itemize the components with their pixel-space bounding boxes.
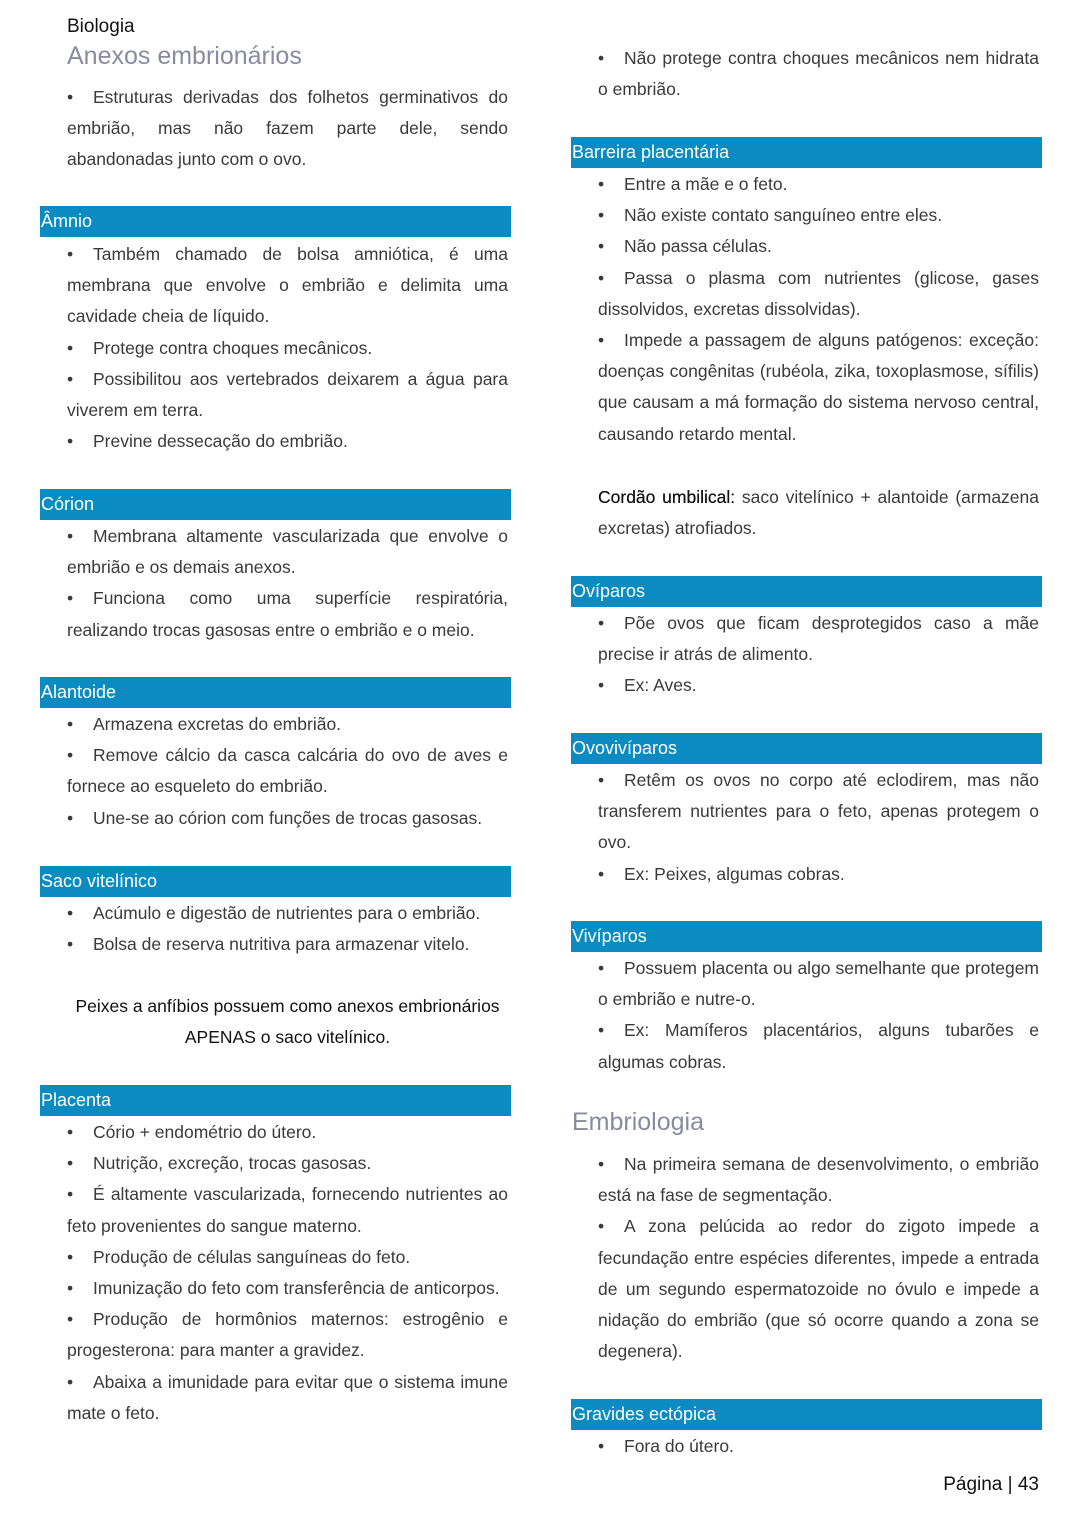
list-item: • Remove cálcio da casca calcária do ovo de aves e fornece ao esqueleto do embrião.	[67, 745, 508, 797]
list-item: • Produção de hormônios maternos: estrogênio e progesterona: para manter a gravidez.	[67, 1309, 508, 1361]
list-item: • Possuem placenta ou algo semelhante que protegem o embrião e nutre-o.	[598, 958, 1039, 1010]
list-item: • Não protege contra choques mecânicos nem hidrata o embrião.	[598, 48, 1039, 100]
list-item: • Não existe contato sanguíneo entre eles.	[598, 205, 943, 226]
list-item: • Ex: Peixes, algumas cobras.	[598, 863, 845, 884]
saco-vitelinico-list	[67, 898, 508, 960]
list-item: • Também chamado de bolsa amniótica, é uma membrana que envolve o embrião e delimita uma cavidade cheia de líquido.	[67, 244, 508, 327]
cordao-umbilical: Cordão umbilical: saco vitelínico + alantoide (armazena excretas) atrofiados.	[598, 487, 1039, 539]
subject-header: Biologia	[67, 16, 135, 37]
list-item: • Membrana altamente vascularizada que envolve o embrião e os demais anexos.	[67, 526, 508, 578]
corion-list	[67, 521, 508, 646]
list-item: • Armazena excretas do embrião.	[67, 714, 342, 734]
right-column	[571, 0, 1042, 1527]
list-item: • Une-se ao córion com funções de trocas gasosas.	[67, 807, 483, 828]
heading-viviparos: Vivíparos	[571, 921, 1042, 952]
list-item: • Protege contra choques mecânicos.	[67, 337, 373, 358]
embriologia-list	[598, 1149, 1039, 1367]
viviparos-list	[598, 953, 1039, 1078]
list-item: • Ex: Mamíferos placentários, alguns tubarões e algumas cobras.	[598, 1020, 1039, 1072]
cordao-label: Cordão umbilical:	[598, 487, 736, 507]
list-item: • Fora do útero.	[598, 1436, 734, 1456]
list-item: • Possibilitou aos vertebrados deixarem a água para viverem em terra.	[67, 368, 508, 421]
list-item: • Não passa células.	[598, 236, 772, 257]
heading-corion: Córion	[40, 489, 511, 520]
list-item: • Passa o plasma com nutrientes (glicose, gases dissolvidos, excretas dissolvidas).	[598, 267, 1039, 319]
intro-list	[67, 82, 508, 176]
heading-alantoide: Alantoide	[40, 677, 511, 708]
gravidez-list	[598, 1431, 1039, 1462]
ovoviviparos-list	[598, 765, 1039, 890]
heading-oviparos: Ovíparos	[571, 576, 1042, 607]
list-item: • Bolsa de reserva nutritiva para armazenar vitelo.	[67, 934, 470, 955]
list-item: • Estruturas derivadas dos folhetos germinativos do embrião, mas não fazem parte dele, sendo abandonadas junto com o ovo.	[67, 87, 508, 170]
list-item: • A zona pelúcida ao redor do zigoto impede a fecundação entre espécies diferentes, impede a entrada de um segundo espermatozoide no óvulo e impede a nidação do embrião (que só ocorre quando a zona se degenera).	[598, 1216, 1039, 1362]
oviparos-list	[598, 608, 1039, 702]
left-column	[40, 0, 511, 1527]
list-item: • Nutrição, excreção, trocas gasosas.	[67, 1153, 372, 1174]
list-item: • Cório + endométrio do útero.	[67, 1122, 317, 1142]
heading-barreira-placentaria: Barreira placentária	[571, 137, 1042, 168]
amnio-list	[67, 239, 508, 457]
page-number: Página | 43	[943, 1474, 1039, 1495]
list-item: • Na primeira semana de desenvolvimento, o embrião está na fase de segmentação.	[598, 1154, 1039, 1206]
list-item: • Impede a passagem de alguns patógenos: exceção: doenças congênitas (rubéola, zika, toxoplasmose, sífilis) que causam a má formação do sistema nervoso central, causando retardo mental.	[598, 330, 1039, 444]
note-peixes-anfibios: Peixes a anfíbios possuem como anexos embrionários APENAS o saco vitelínico.	[75, 996, 500, 1048]
amnio-continued-list	[598, 43, 1039, 105]
list-item: • Produção de células sanguíneas do feto.	[67, 1246, 411, 1267]
list-item: • Ex: Aves.	[598, 675, 697, 696]
list-item: • Imunização do feto com transferência de anticorpos.	[67, 1278, 500, 1299]
heading-gravidez-ectopica: Gravides ectópica	[571, 1399, 1042, 1430]
section-title-anexos: Anexos embrionários	[67, 42, 302, 70]
list-item: • Previne dessecação do embrião.	[67, 431, 348, 452]
section-title-embriologia: Embriologia	[572, 1108, 705, 1136]
list-item: • É altamente vascularizada, fornecendo nutrientes ao feto provenientes do sangue materno.	[67, 1184, 508, 1236]
list-item: • Põe ovos que ficam desprotegidos caso a mãe precise ir atrás de alimento.	[598, 613, 1039, 665]
list-item: • Abaixa a imunidade para evitar que o sistema imune mate o feto.	[67, 1371, 508, 1423]
heading-placenta: Placenta	[40, 1085, 511, 1116]
heading-ovoviviparos: Ovovivíparos	[571, 733, 1042, 764]
heading-amnio: Âmnio	[40, 206, 511, 237]
alantoide-list	[67, 709, 508, 834]
list-item: • Acúmulo e digestão de nutrientes para o embrião.	[67, 903, 481, 923]
placenta-list	[67, 1117, 508, 1429]
list-item: • Entre a mãe e o feto.	[598, 174, 788, 194]
list-item: • Retêm os ovos no corpo até eclodirem, mas não transferem nutrientes para o feto, apenas protegem o ovo.	[598, 770, 1039, 853]
list-item: • Funciona como uma superfície respiratória, realizando trocas gasosas entre o embrião e o meio.	[67, 588, 508, 640]
heading-saco-vitelinico: Saco vitelínico	[40, 866, 511, 897]
barreira-list	[598, 169, 1039, 450]
